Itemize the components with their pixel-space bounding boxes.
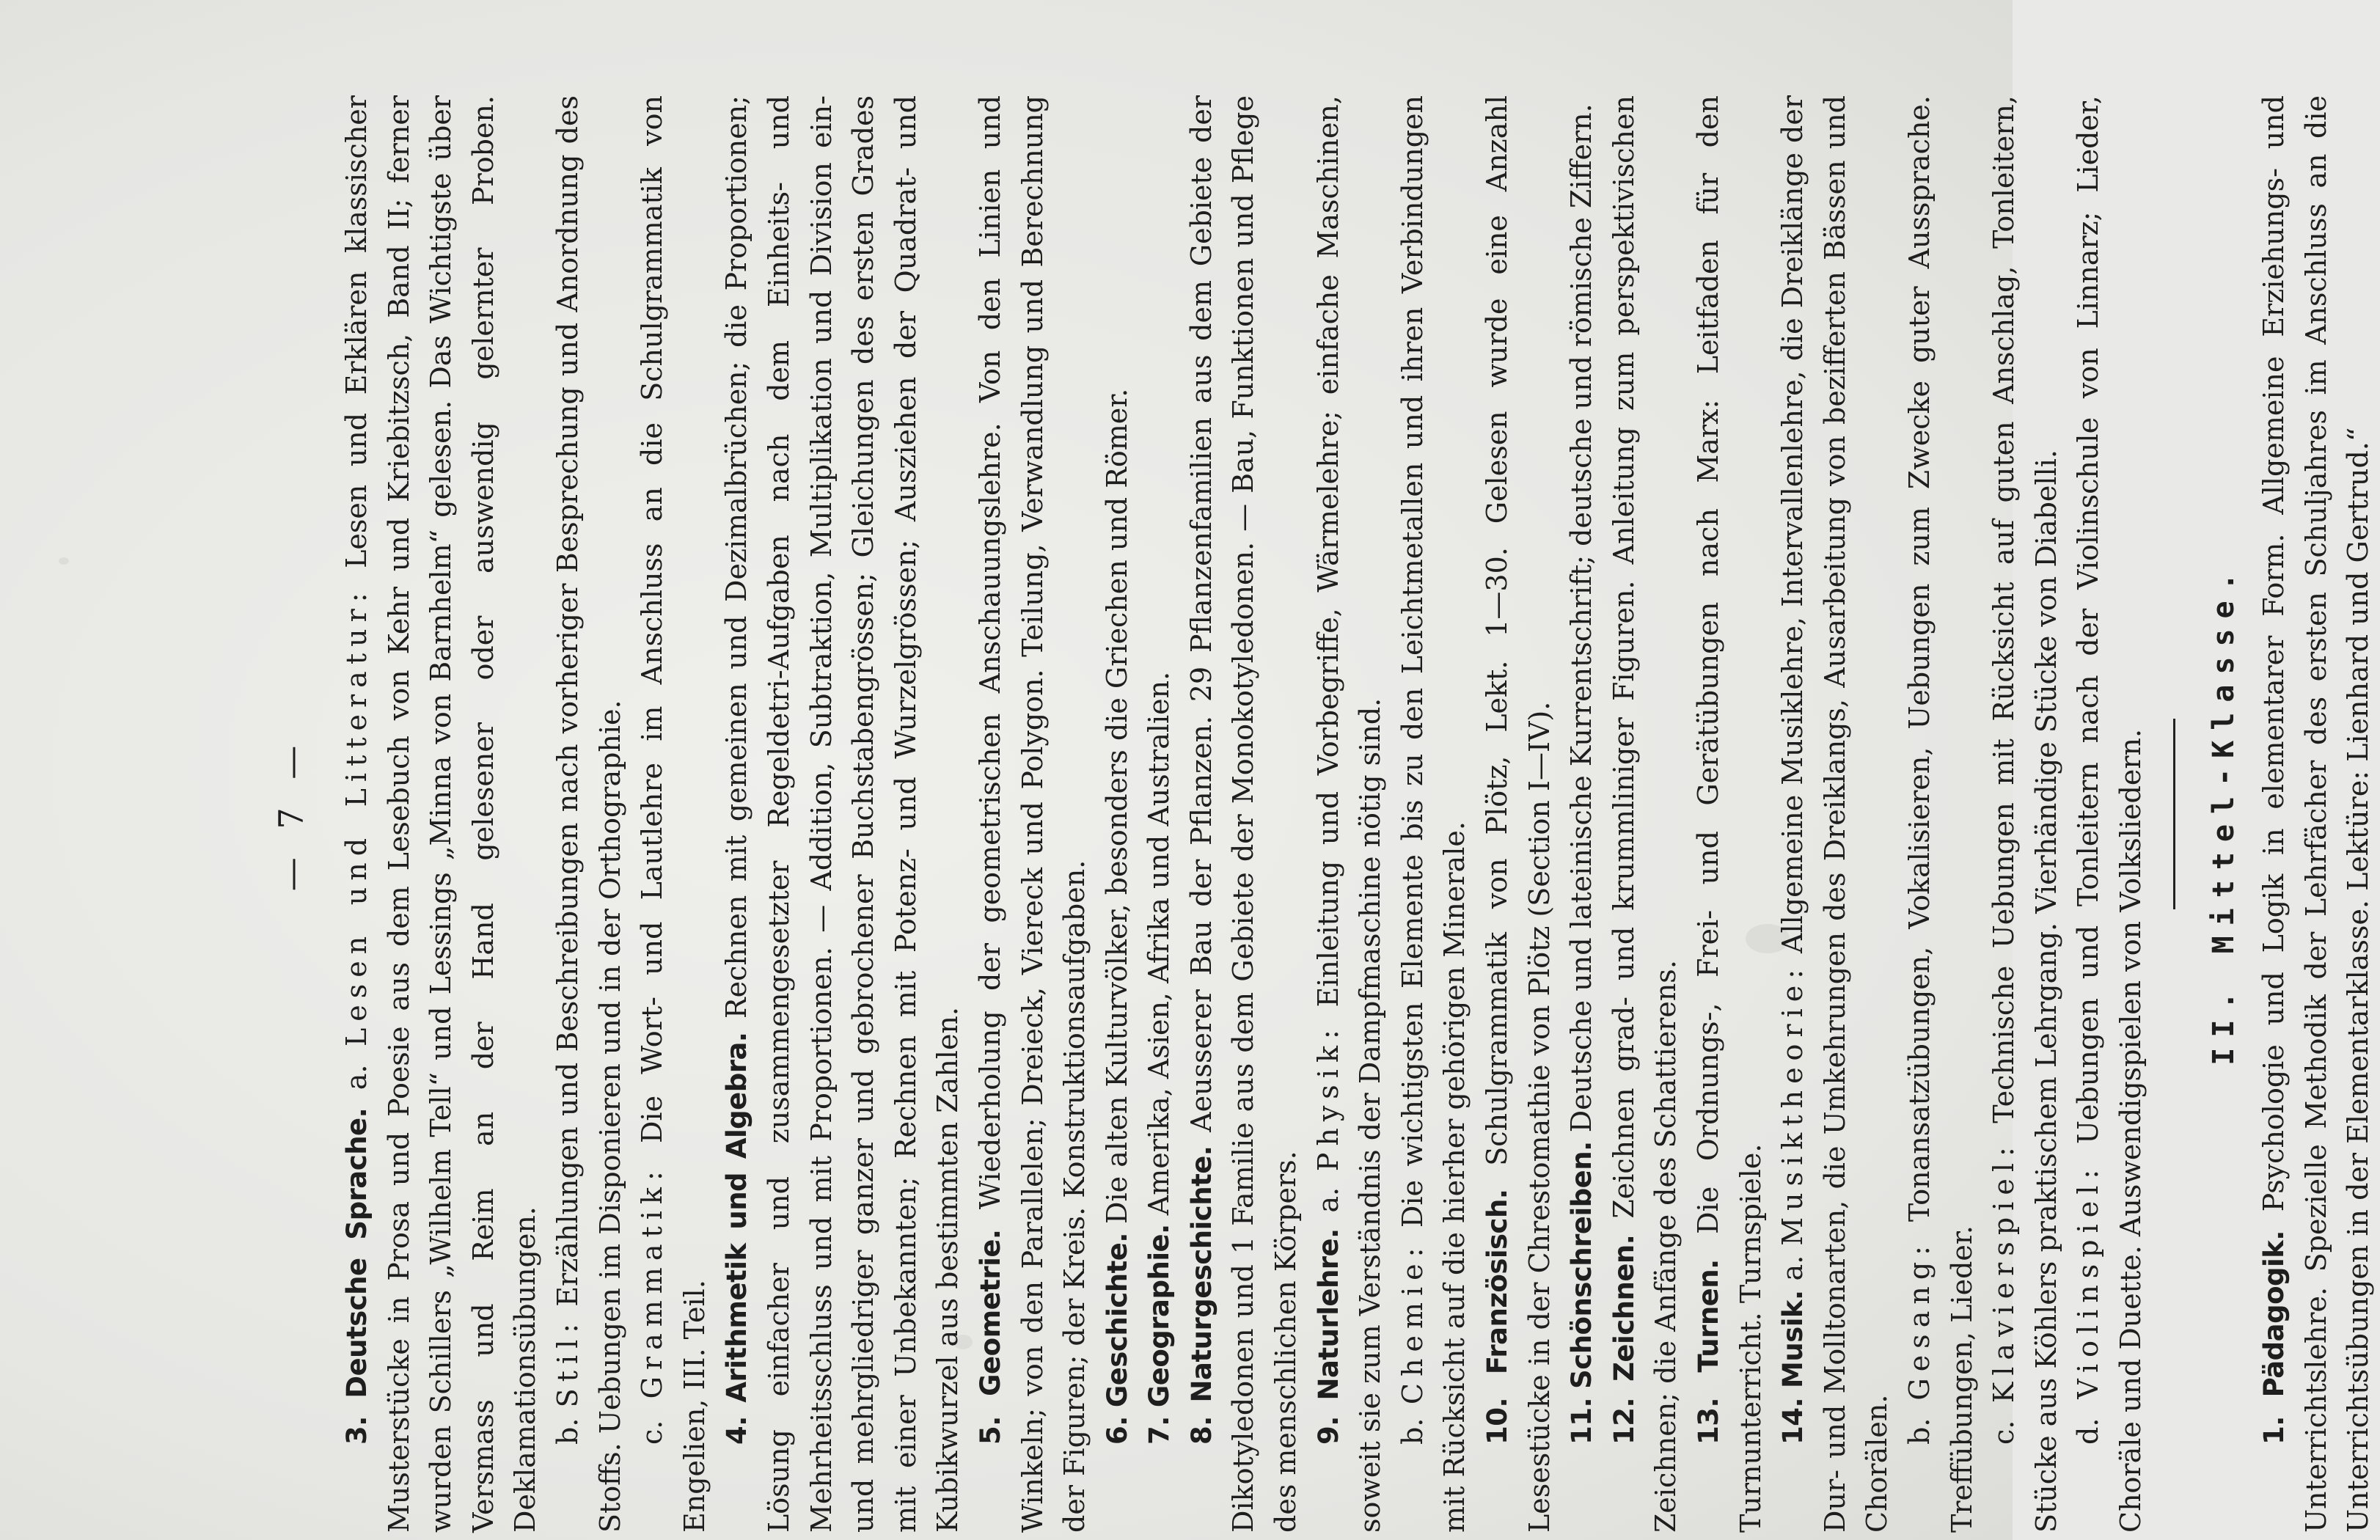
subject-paragraph [1181,95,1308,1533]
subsection-letter: b. [1903,1418,1936,1445]
subsection-letter: b. [1396,1418,1429,1445]
rotated-text-page [271,95,2375,1533]
subsection-letter: a. [340,1064,373,1090]
subject-number: 4. [721,1416,753,1445]
subject-paragraph [2253,95,2380,1533]
subject-paragraph [1603,95,1688,1533]
curriculum-list-middle [2253,95,2380,1533]
subject-text: Aeusserer Bau der Pflanzen. 29 Pflanzenfamilien aus dem Gebiete der Dikotyledonen und 1 Familie aus dem Gebiete der Monokotyledonen. — Bau, Funktionen und Pflege des menschlichen Körpers. [1184,95,1303,1533]
subject-heading: Naturlehre. [1312,1228,1344,1401]
subject-text: Amerika, Asien, Afrika und Australien. [1143,671,1176,1216]
subsection-title: Chemie: [1396,1241,1429,1405]
subject-number: 9. [1312,1416,1344,1445]
subject-paragraph [1688,95,1772,1533]
section-divider [2153,95,2195,1533]
subject-paragraph [1983,95,2068,1533]
subsection-title: Grammatik: [636,1165,669,1399]
subsection-letter: c. [636,1420,669,1445]
subject-paragraph [1561,95,1603,1533]
subject-text: Tonansatzübungen, Vokalisieren, Uebungen zum Zwecke guter Aussprache. Treffübungen, Lieder. [1903,95,1978,1533]
subject-number: 8. [1185,1416,1218,1445]
subject-paragraph [1772,95,1899,1533]
subject-text: Die alten Kulturvölker, besonders die Griechen und Römer. [1100,388,1133,1224]
subject-number: 6. [1101,1416,1133,1445]
subject-heading: Schönschreiben. [1566,1141,1598,1389]
subject-text: Psychologie und Logik in elementarer Form. Allgemeine Erziehungs- und Unterrichtslehre. Spezielle Methodik der Lehrfächer des ersten Schuljahres im Anschluss an die Unterrichtsübungen in der Elementarklasse. Lektüre: Lienhard und Gertrud.“ [2258,95,2375,1533]
subject-heading: Zeichnen. [1608,1234,1640,1382]
subject-paragraph [970,95,1096,1533]
subject-heading: Pädagogik. [2258,1231,2291,1398]
subject-paragraph [1392,95,1476,1533]
subject-paragraph [631,95,716,1533]
section-title: II. Mittel-Klasse. [2207,562,2241,1066]
subject-number: 7. [1143,1416,1176,1445]
subject-heading: Geographie. [1143,1224,1176,1408]
subject-paragraph [1138,95,1181,1533]
subsection-letter: a. [1776,1255,1809,1281]
subject-text: Deutsche und lateinische Kurrentschrift; deutsche und römische Ziffern. [1565,103,1598,1133]
subsection-title: Physik: [1311,1023,1344,1172]
subject-paragraph [1899,95,1983,1533]
subject-text: Die Wort- und Lautlehre im Anschluss an die Schulgrammatik von Engelien, III. Teil. [636,95,711,1533]
subject-paragraph [1308,95,1392,1533]
subject-number: 3. [341,1416,373,1445]
subject-text: Erzählungen und Beschreibungen nach vorheriger Besprechung und Anordnung des Stoffs. Uebungen im Disponieren und in der Orthographie. [551,95,626,1533]
subject-number: 14. [1777,1397,1809,1445]
subsection-title: Violinspiel: [2072,1162,2105,1399]
subject-heading: Geometrie. [974,1229,1006,1396]
subject-paragraph [547,95,631,1533]
page-number: — 7 — [271,736,311,892]
subject-heading: Deutsche Sprache. [341,1107,373,1398]
subsection-title: Klavierspiel: [1988,1140,2021,1404]
subject-text: Technische Uebungen mit Rücksicht auf guten Anschlag, Tonleitern, Stücke aus Köhlers praktischem Lehrgang. Vierhändige Stücke von Diabelli. [1988,95,2062,1533]
subject-number: 1. [2258,1416,2291,1445]
subsection-letter: b. [551,1418,584,1445]
subsection-letter: d. [2072,1418,2105,1445]
subject-paragraph [2068,95,2152,1533]
subsection-letter: c. [1988,1420,2021,1445]
subsection-letter: a. [1311,1187,1344,1213]
subject-heading: Turnen. [1693,1259,1724,1373]
subject-text: Die Ordnungs-, Frei- und Gerätübungen nach Marx: Leitfaden für den Turnunterricht. Turnspiele. [1692,95,1767,1533]
subject-heading: Französisch. [1482,1189,1514,1375]
subject-heading: Musik. [1777,1290,1809,1388]
subsection-title: Musiktheorie: [1776,962,1809,1246]
subject-number: 13. [1693,1397,1724,1445]
subject-number: 10. [1482,1397,1514,1445]
subject-number: 12. [1608,1397,1640,1445]
subject-number: 11. [1566,1397,1598,1445]
subject-text: Einleitung und Vorbegriffe, Wärmelehre; einfache Maschinen, soweit sie zum Verständnis der Dampfmaschine nötig sind. [1311,95,1387,1533]
subsection-title: Gesang: [1903,1239,1936,1401]
subject-heading: Geschichte. [1101,1233,1133,1408]
subject-text: Lesen und Erklären klassischer Musterstücke in Prosa und Poesie aus dem Lesebuch von Kehr und Kriebitzsch, Band II; ferner wurden Schillers „Wilhelm Tell“ und Lessings „Minna von Barnhelm“ gelesen. Das Wichtigste über Versmass und Reim an der Hand gelesener oder auswendig gelernter Proben. Deklamationsübungen. [340,95,542,1533]
subject-heading: Naturgeschichte. [1185,1145,1218,1403]
subject-text: Schulgrammatik von Plötz, Lekt. 1—30. Gelesen wurde eine Anzahl Lesestücke in der Chrestomathie von Plötz (Section I—IV). [1481,95,1556,1533]
subject-paragraph [716,95,970,1533]
subject-text: Uebungen und Tonleitern nach der Violinschule von Linnarz; Lieder, Choräle und Duette. Auswendigspielen von Volksliedern. [2072,95,2147,1533]
subject-text: Rechnen mit gemeinen und Dezimalbrüchen; die Proportionen; Lösung einfacher und zusammengesetzter Regeldetri-Aufgaben nach dem Einheits- und Mehrheitsschluss und mit Proportionen. — Addition, Subtraktion, Multiplikation und Division ein- und mehrgliedriger ganzer und gebrochener Buchstabengrössen; Gleichungen des ersten Grades mit einer Unbekannten; Rechnen mit Potenz- und Wurzelgrössen; Ausziehen der Quadrat- und Kubikwurzel aus bestimmten Zahlen. [720,95,964,1533]
subject-paragraph [1096,95,1139,1533]
subject-text: Zeichnen grad- und krummliniger Figuren. Anleitung zum perspektivischen Zeichnen; die Anfänge des Schattierens. [1607,95,1683,1533]
subsection-title: Stil: [551,1316,584,1408]
subject-paragraph [336,95,547,1533]
subject-heading: Arithmetik und Algebra. [721,1032,753,1403]
subject-paragraph [1476,95,1561,1533]
subject-number: 5. [974,1416,1006,1445]
paper-stain [59,557,69,565]
curriculum-list-upper [336,95,2153,1533]
subject-text: Die wichtigsten Elemente bis zu den Leichtmetallen und ihren Verbindungen mit Rücksicht auf die hierher gehörigen Minerale. [1396,95,1471,1533]
subject-text: Wiederholung der geometrischen Anschauungslehre. Von den Linien und Winkeln; von den Parallelen; Dreieck, Viereck und Polygon. Teilung, Verwandlung und Berechnung der Figuren; der Kreis. Konstruktionsaufgaben. [973,95,1091,1533]
subject-text: Allgemeine Musiklehre, Intervallenlehre, die Dreiklänge der Dur- und Molltonarten, die Umkehrungen des Dreiklangs, Ausarbeitung von bezifferten Bässen und Chorälen. [1776,95,1894,1533]
subsection-title: Lesen und Litteratur: [340,586,373,1046]
